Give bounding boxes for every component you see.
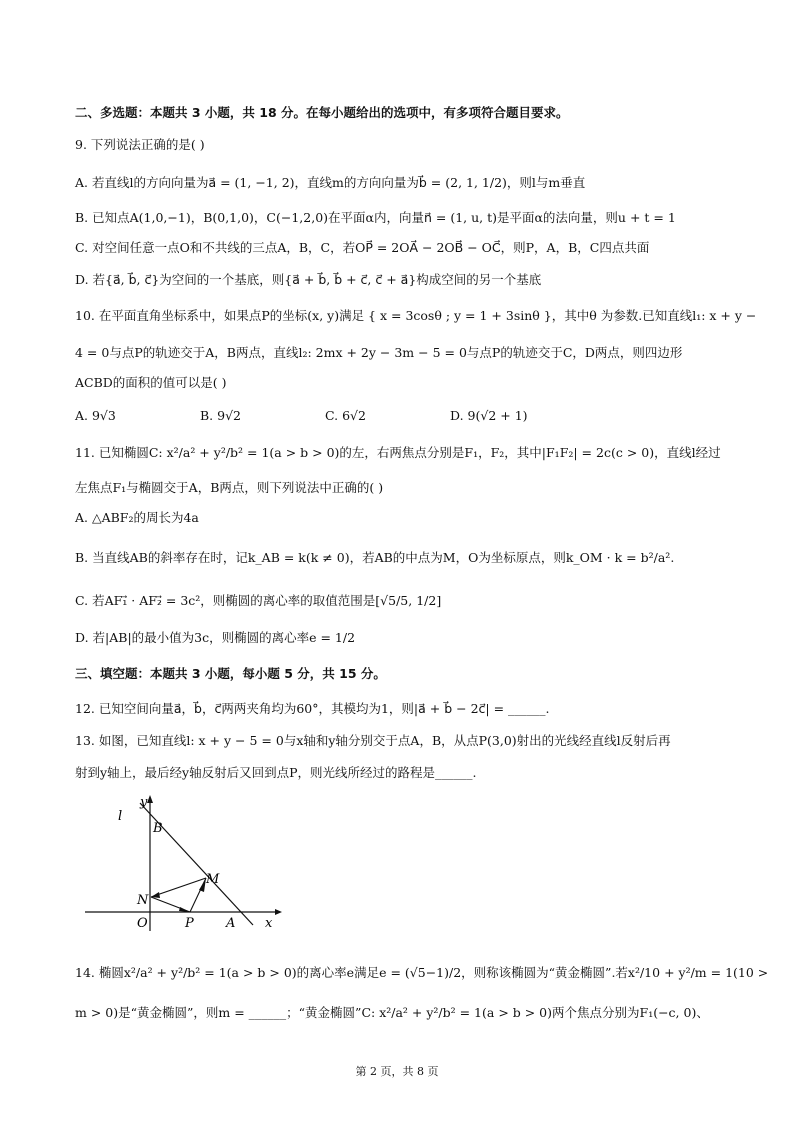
label-l: l [118,809,123,824]
q10-options [75,408,715,423]
q10-line-3: ACBD的面积的值可以是( ) [75,375,227,390]
q10-line-2: 4 = 0与点P的轨迹交于A，B两点，直线l₂: 2mx + 2y − 3m − 5 = 0与点P的轨迹交于C，D两点，则四边形 [75,345,683,360]
q9-option-d: D. 若{a⃗, b⃗, c⃗}为空间的一个基底，则{a⃗ + b⃗, b⃗ + c⃗, c⃗ + a⃗}构成空间的另一个基底 [75,272,542,287]
label-b: B [153,821,163,836]
q14-line-1: 14. 椭圆x²/a² + y²/b² = 1(a > b > 0)的离心率e满足e = (√5−1)/2，则称该椭圆为“黄金椭圆”.若x²/10 + y²/m = 1(10 > [75,965,769,980]
q13-line-2: 射到y轴上，最后经y轴反射后又回到点P，则光线所经过的路程是______. [75,765,477,780]
x-axis-arrow [275,909,282,915]
q11-line-2: 左焦点F₁与椭圆交于A，B两点，则下列说法中正确的( ) [75,480,384,495]
q12-text: 12. 已知空间向量a⃗，b⃗，c⃗两两夹角均为60°，其模均为1，则|a⃗ + b⃗ − 2c⃗| = ______. [75,701,550,716]
q11-option-d: D. 若|AB|的最小值为3c，则椭圆的离心率e = 1/2 [75,630,356,645]
q10-option-c: C. 6√2 [325,408,366,423]
label-p: P [185,916,194,931]
label-a: A [226,916,236,931]
label-m: M [206,872,220,887]
arrow-mn [151,892,160,898]
q9-option-b: B. 已知点A(1,0,−1)，B(0,1,0)，C(−1,2,0)在平面α内，向量n⃗ = (1, u, t)是平面α的法向量，则u + t = 1 [75,210,676,225]
q10-option-b: B. 9√2 [200,408,242,423]
section-heading-fill-in: 三、填空题：本题共 3 小题，每小题 5 分，共 15 分。 [75,666,386,681]
q10-option-a: A. 9√3 [75,408,116,423]
y-axis-arrow [147,795,153,803]
q13-line-1: 13. 如图，已知直线l: x + y − 5 = 0与x轴和y轴分别交于点A，B，从点P(3,0)射出的光线经直线l反射后再 [75,733,671,748]
q13-figure [85,793,285,938]
label-y: y [140,795,148,810]
label-x: x [265,916,273,931]
q9-stem: 9. 下列说法正确的是( ) [75,137,205,152]
section-heading-multiple-choice: 二、多选题：本题共 3 小题，共 18 分。在每小题给出的选项中，有多项符合题目要求。 [75,105,569,120]
q14-line-2: m > 0)是“黄金椭圆”，则m = ______；“黄金椭圆”C: x²/a² + y²/b² = 1(a > b > 0)两个焦点分别为F₁(−c, 0)、 [75,1005,709,1020]
q11-option-a: A. △ABF₂的周长为4a [75,510,199,525]
page-footer: 第 2 页，共 8 页 [355,1065,439,1078]
q9-option-c: C. 对空间任意一点O和不共线的三点A，B，C，若OP⃗ = 2OA⃗ − 2OB⃗ − OC⃗，则P，A，B，C四点共面 [75,240,650,255]
q11-line-1: 11. 已知椭圆C: x²/a² + y²/b² = 1(a > b > 0)的左，右两焦点分别是F₁，F₂，其中|F₁F₂| = 2c(c > 0)，直线l经过 [75,445,721,460]
q9-option-a: A. 若直线l的方向向量为a⃗ = (1, −1, 2)，直线m的方向向量为b⃗ = (2, 1, 1/2)，则l与m垂直 [75,175,586,190]
label-n: N [137,893,149,908]
label-o: O [137,916,148,931]
q11-option-c: C. 若AF₁⃗ · AF₂⃗ = 3c²，则椭圆的离心率的取值范围是[√5/5, 1/2] [75,593,442,608]
q11-option-b: B. 当直线AB的斜率存在时，记k_AB = k(k ≠ 0)，若AB的中点为M，O为坐标原点，则k_OM · k = b²/a². [75,550,675,565]
q10-line-1: 10. 在平面直角坐标系中，如果点P的坐标(x, y)满足 { x = 3cosθ ; y = 1 + 3sinθ }，其中θ 为参数.已知直线l₁: x + y − [75,308,757,323]
arrow-np [179,907,190,912]
q10-option-d: D. 9(√2 + 1) [450,408,528,423]
